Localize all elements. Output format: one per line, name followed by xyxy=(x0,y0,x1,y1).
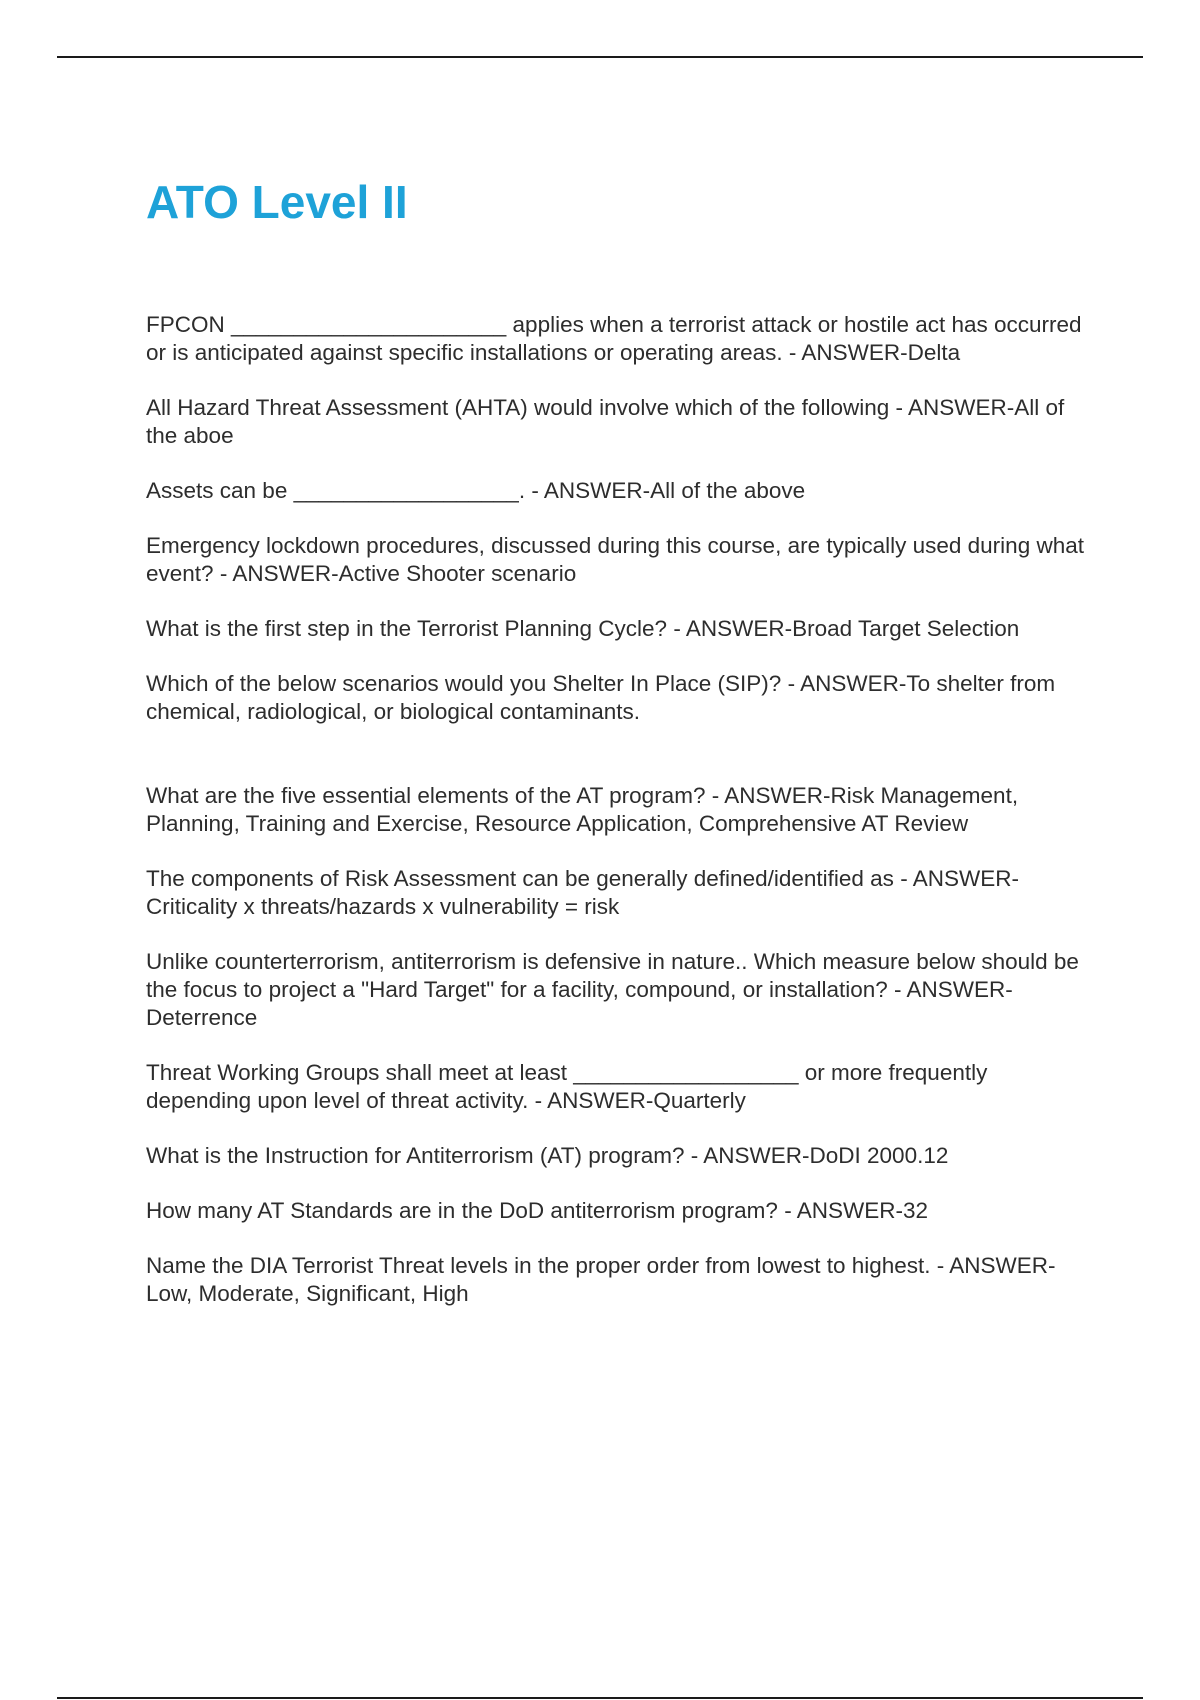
qa-item: The components of Risk Assessment can be generally defined/identified as - ANSWER-Criticality x threats/hazards x vulnerability = risk xyxy=(146,866,1019,919)
answer-text: Criticality x threats/hazards x vulnerability = risk xyxy=(146,894,620,919)
answer-text: Quarterly xyxy=(653,1088,746,1113)
question-text: Emergency lockdown procedures, discussed during this course, are typically used during what event? xyxy=(146,533,1084,586)
question-text: What are the five essential elements of the AT program? xyxy=(146,783,706,808)
answer-text: To shelter from chemical, radiological, or biological contaminants. xyxy=(146,671,1056,724)
answer-text: Low, Moderate, Significant, High xyxy=(146,1281,469,1306)
qa-item: All Hazard Threat Assessment (AHTA) would involve which of the following - ANSWER-All of the aboe xyxy=(146,395,1065,448)
qa-item: Threat Working Groups shall meet at least __________________ or more frequently depending upon level of threat activity. - ANSWER-Quarterly xyxy=(146,1060,988,1113)
answer-text: Broad Target Selection xyxy=(792,616,1020,641)
qa-item: How many AT Standards are in the DoD antiterrorism program? - ANSWER-32 xyxy=(146,1198,928,1223)
qa-item: Which of the below scenarios would you Shelter In Place (SIP)? - ANSWER-To shelter from chemical, radiological, or biological contaminants. xyxy=(146,671,1056,724)
answer-text: All of the above xyxy=(650,478,806,503)
qa-item: Name the DIA Terrorist Threat levels in the proper order from lowest to highest. - ANSWER-Low, Moderate, Significant, High xyxy=(146,1253,1056,1306)
qa-item: What is the first step in the Terrorist Planning Cycle? - ANSWER-Broad Target Selection xyxy=(146,616,1020,641)
question-text: Unlike counterterrorism, antiterrorism is defensive in nature.. Which measure below should be the focus to project a "Hard Target" for a facility, compound, or installation? xyxy=(146,949,1079,1002)
qa-item: Unlike counterterrorism, antiterrorism is defensive in nature.. Which measure below should be the focus to project a "Hard Target" for a facility, compound, or installation? - ANSWER-Deterrence xyxy=(146,949,1079,1030)
answer-text: 32 xyxy=(902,1198,928,1223)
question-text: What is the first step in the Terrorist Planning Cycle? xyxy=(146,616,668,641)
answer-text: Active Shooter scenario xyxy=(338,561,577,586)
qa-item: Emergency lockdown procedures, discussed during this course, are typically used during what event? - ANSWER-Active Shooter scenario xyxy=(146,533,1084,586)
qa-item: FPCON ______________________ applies when a terrorist attack or hostile act has occurred or is anticipated against specific installations or operating areas. - ANSWER-Delta xyxy=(146,312,1082,365)
page-title: ATO Level II xyxy=(146,176,408,228)
question-text: Assets can be __________________. xyxy=(146,478,526,503)
question-text: Which of the below scenarios would you Shelter In Place (SIP)? xyxy=(146,671,782,696)
qa-item: Assets can be __________________. - ANSWER-All of the above xyxy=(146,478,806,503)
bottom-divider xyxy=(57,1697,1143,1699)
question-text: How many AT Standards are in the DoD antiterrorism program? xyxy=(146,1198,778,1223)
qa-item: What is the Instruction for Antiterrorism (AT) program? - ANSWER-DoDI 2000.12 xyxy=(146,1143,949,1168)
question-text: All Hazard Threat Assessment (AHTA) would involve which of the following xyxy=(146,395,890,420)
answer-text: All of the aboe xyxy=(146,395,1065,448)
qa-item: What are the five essential elements of the AT program? - ANSWER-Risk Management, Planning, Training and Exercise, Resource Application, Comprehensive AT Review xyxy=(146,783,1019,836)
question-text: The components of Risk Assessment can be generally defined/identified as xyxy=(146,866,894,891)
answer-text: Risk Management, Planning, Training and Exercise, Resource Application, Comprehensive AT Review xyxy=(146,783,1019,836)
question-text: Name the DIA Terrorist Threat levels in the proper order from lowest to highest. xyxy=(146,1253,931,1278)
top-divider xyxy=(57,56,1143,58)
qa-list xyxy=(146,311,1096,1335)
question-text: Threat Working Groups shall meet at least __________________ or more frequently depending upon level of threat activity. xyxy=(146,1060,988,1113)
answer-text: DoDI 2000.12 xyxy=(809,1143,949,1168)
question-text: FPCON ______________________ applies when a terrorist attack or hostile act has occurred or is anticipated against specific installations or operating areas. xyxy=(146,312,1082,365)
answer-text: Delta xyxy=(907,340,961,365)
answer-text: Deterrence xyxy=(146,1005,258,1030)
question-text: What is the Instruction for Antiterrorism (AT) program? xyxy=(146,1143,685,1168)
